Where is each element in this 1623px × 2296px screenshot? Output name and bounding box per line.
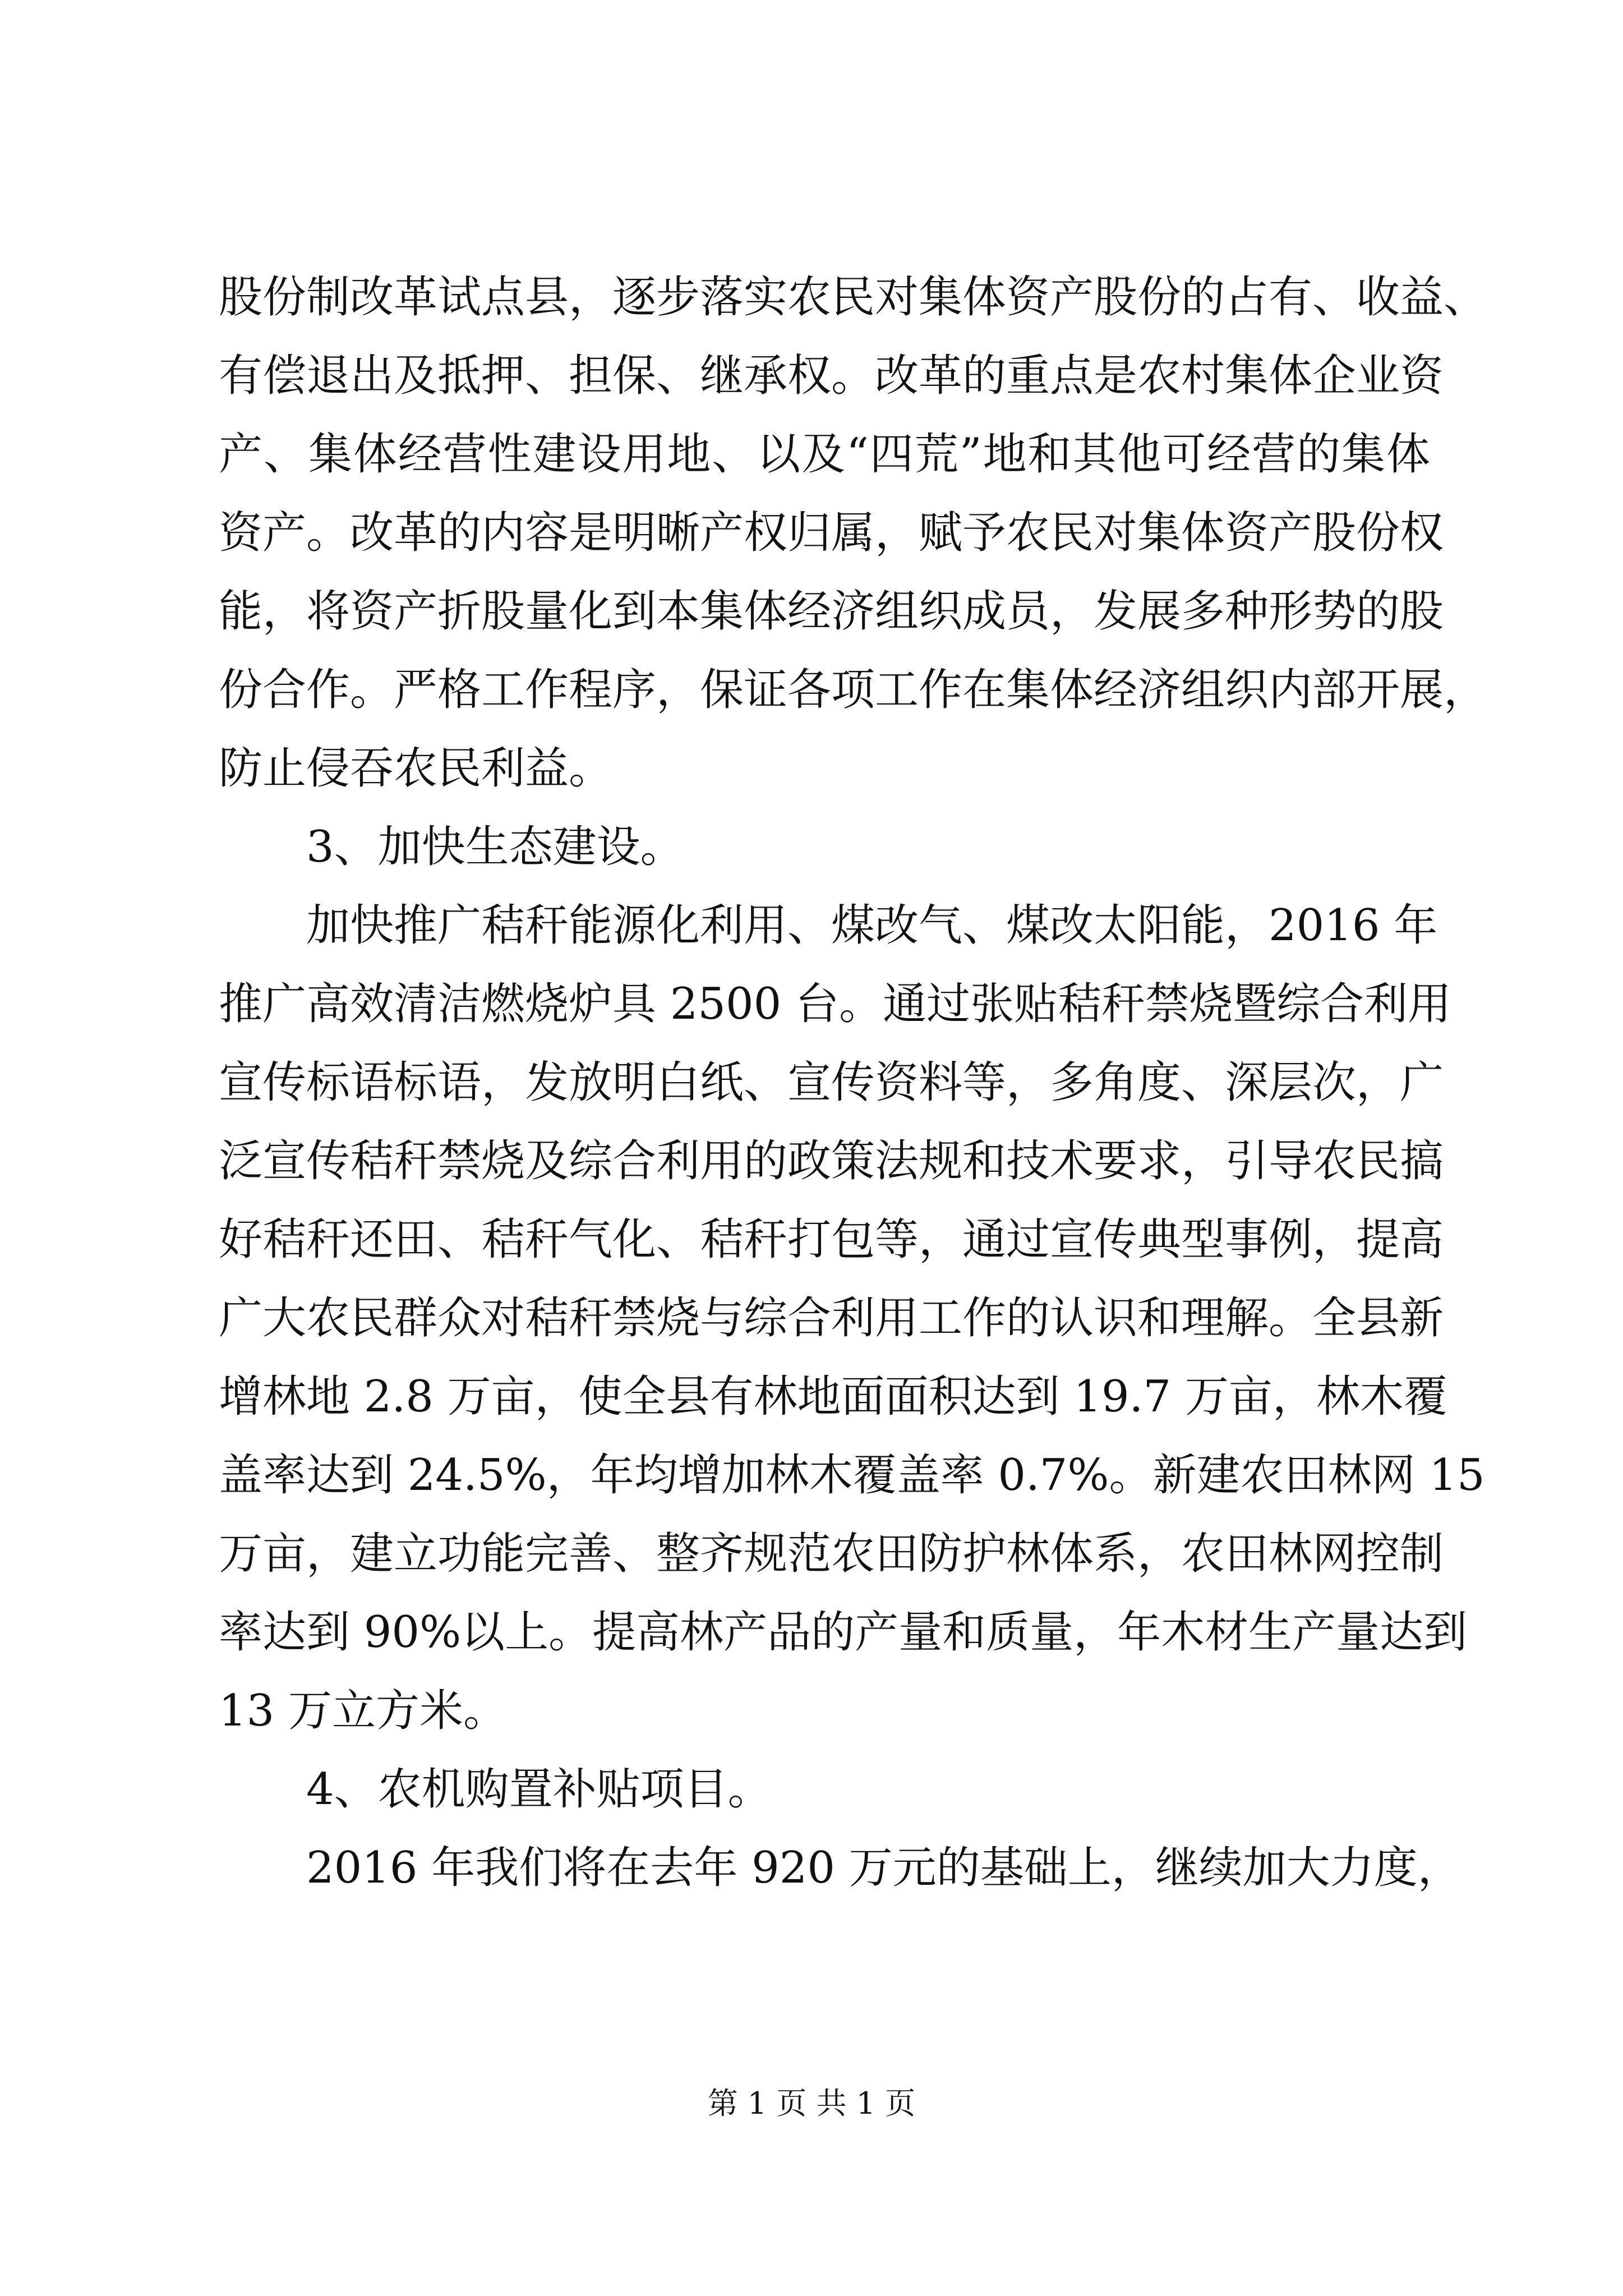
text-line: 率达到 90%以上。提高林产品的产量和质量，年木材生产量达到 — [219, 1607, 1468, 1658]
text-line: 万亩，建立功能完善、整齐规范农田防护林体系，农田林网控制 — [219, 1529, 1444, 1579]
text-line: 好秸秆还田、秸秆气化、秸秆打包等，通过宣传典型事例，提高 — [219, 1214, 1444, 1265]
page-footer: 第 1 页 共 1 页 — [707, 2086, 916, 2121]
text-line: 增林地 2.8 万亩，使全县有林地面面积达到 19.7 万亩，林木覆 — [219, 1372, 1447, 1422]
text-line: 加快推广秸秆能源化利用、煤改气、煤改太阳能，2016 年 — [306, 900, 1438, 951]
section-heading: 3、加快生态建设。 — [306, 822, 684, 872]
text-line: 推广高效清洁燃烧炉具 2500 台。通过张贴秸秆禁烧暨综合利用 — [219, 979, 1452, 1029]
text-line: 广大农民群众对秸秆禁烧与综合利用工作的认识和理解。全县新 — [219, 1293, 1444, 1343]
text-line: 股份制改革试点县，逐步落实农民对集体资产股份的占有、收益、 — [219, 272, 1488, 323]
text-line: 资产。改革的内容是明晰产权归属，赋予农民对集体资产股份权 — [219, 508, 1444, 558]
text-line: 份合作。严格工作程序，保证各项工作在集体经济组织内部开展， — [219, 665, 1488, 715]
text-line: 产、集体经营性建设用地、以及“四荒”地和其他可经营的集体 — [219, 429, 1430, 480]
text-line: 能，将资产折股量化到本集体经济组织成员，发展多种形势的股 — [219, 586, 1444, 637]
text-line: 宣传标语标语，发放明白纸、宣传资料等，多角度、深层次，广 — [219, 1057, 1444, 1108]
text-line: 泛宣传秸秆禁烧及综合利用的政策法规和技术要求，引导农民搞 — [219, 1136, 1444, 1186]
text-line: 防止侵吞农民利益。 — [219, 743, 613, 794]
text-line: 有偿退出及抵押、担保、继承权。改革的重点是农村集体企业资 — [219, 351, 1444, 401]
text-line: 13 万立方米。 — [219, 1686, 508, 1736]
text-line: 2016 年我们将在去年 920 万元的基础上，继续加大力度， — [306, 1843, 1461, 1893]
section-heading: 4、农机购置补贴项目。 — [306, 1764, 772, 1815]
text-line: 盖率达到 24.5%，年均增加林木覆盖率 0.7%。新建农田林网 15 — [219, 1450, 1485, 1501]
